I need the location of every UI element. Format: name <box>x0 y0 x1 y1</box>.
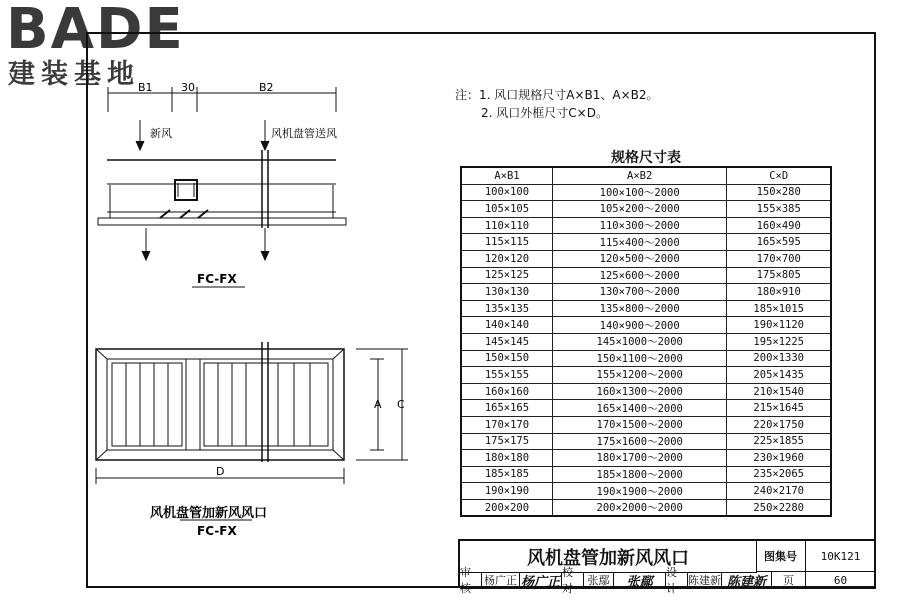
fresh-air-label: 新风 <box>150 127 172 140</box>
table-row <box>461 350 831 367</box>
table-cell: 130×700～2000 <box>552 284 727 301</box>
table-cell: 170×1500～2000 <box>552 416 727 433</box>
dim-b1-label: B1 <box>138 81 153 94</box>
table-cell: 145×1000～2000 <box>552 333 727 350</box>
outer-frame <box>96 349 344 460</box>
checker-signature: 张鄢 <box>614 572 666 589</box>
table-row <box>461 433 831 450</box>
table-row <box>461 333 831 350</box>
top-view-label: FC-FX <box>197 272 237 286</box>
table-cell: 155×155 <box>461 367 552 384</box>
table-cell: 160×490 <box>727 217 831 234</box>
table-cell: 150×150 <box>461 350 552 367</box>
table-row <box>461 466 831 483</box>
title-block <box>458 539 876 595</box>
spec-table-header-row <box>461 167 831 184</box>
check-label: 校对 <box>562 572 584 589</box>
table-cell: 250×2280 <box>727 499 831 516</box>
table-row <box>461 383 831 400</box>
table-row <box>461 300 831 317</box>
table-cell: 170×700 <box>727 250 831 267</box>
table-row <box>461 400 831 417</box>
table-cell: 115×400～2000 <box>552 234 727 251</box>
table-cell: 190×1900～2000 <box>552 483 727 500</box>
table-row <box>461 317 831 334</box>
spec-table-body <box>461 184 831 516</box>
table-cell: 235×2065 <box>727 466 831 483</box>
table-cell: 230×1960 <box>727 450 831 467</box>
table-row <box>461 416 831 433</box>
table-cell: 160×1300～2000 <box>552 383 727 400</box>
table-cell: 220×1750 <box>727 416 831 433</box>
table-row <box>461 483 831 500</box>
table-row <box>461 217 831 234</box>
table-cell: 205×1435 <box>727 367 831 384</box>
designer-signature: 陈建新 <box>722 572 772 589</box>
table-cell: 120×120 <box>461 250 552 267</box>
table-cell: 175×1600～2000 <box>552 433 727 450</box>
table-cell: 215×1645 <box>727 400 831 417</box>
table-cell: 100×100 <box>461 184 552 201</box>
dim-c-label: C <box>397 398 405 411</box>
table-cell: 225×1855 <box>727 433 831 450</box>
atlas-number: 10K121 <box>806 541 876 572</box>
front-view-caption: 风机盘管加新风风口 <box>150 506 268 521</box>
table-row <box>461 284 831 301</box>
table-row <box>461 267 831 284</box>
table-row <box>461 367 831 384</box>
table-row <box>461 250 831 267</box>
table-cell: 105×200～2000 <box>552 201 727 218</box>
page-label: 页 <box>772 572 806 589</box>
table-cell: 200×2000～2000 <box>552 499 727 516</box>
page-number: 60 <box>806 572 876 589</box>
table-cell: 135×800～2000 <box>552 300 727 317</box>
dim-30-label: 30 <box>181 81 195 94</box>
table-cell: 190×1120 <box>727 317 831 334</box>
table-row <box>461 450 831 467</box>
brand-logo-subtitle: 建装基地 <box>8 59 140 90</box>
brand-logo: BADE <box>6 0 185 62</box>
table-cell: 100×100～2000 <box>552 184 727 201</box>
table-cell: 110×300～2000 <box>552 217 727 234</box>
front-view-code: FC-FX <box>197 524 237 538</box>
table-cell: 210×1540 <box>727 383 831 400</box>
dim-d-label: D <box>216 465 225 478</box>
table-cell: 195×1225 <box>727 333 831 350</box>
table-row <box>461 499 831 516</box>
note-2: 2. 风口外框尺寸C×D。 <box>481 106 608 120</box>
reviewer-signature: 杨广正 <box>520 572 562 589</box>
spec-table <box>460 166 832 517</box>
table-cell: 180×910 <box>727 284 831 301</box>
notes-prefix: 注： <box>455 88 480 102</box>
table-cell: 165×1400～2000 <box>552 400 727 417</box>
table-cell: 160×160 <box>461 383 552 400</box>
table-cell: 180×1700～2000 <box>552 450 727 467</box>
dim-a-label: A <box>374 398 382 411</box>
table-cell: 140×900～2000 <box>552 317 727 334</box>
table-cell: 185×1015 <box>727 300 831 317</box>
design-label: 设计 <box>666 572 688 589</box>
table-cell: 180×180 <box>461 450 552 467</box>
table-cell: 155×1200～2000 <box>552 367 727 384</box>
designer-name: 陈建新 <box>688 574 721 587</box>
inner-frame <box>107 359 333 450</box>
fan-coil-air-label: 风机盘管送风 <box>271 127 337 140</box>
table-cell: 200×200 <box>461 499 552 516</box>
table-cell: 190×190 <box>461 483 552 500</box>
table-cell: 185×185 <box>461 466 552 483</box>
table-cell: 175×175 <box>461 433 552 450</box>
table-cell: 125×125 <box>461 267 552 284</box>
table-cell: 240×2170 <box>727 483 831 500</box>
table-cell: 125×600～2000 <box>552 267 727 284</box>
table-cell: 140×140 <box>461 317 552 334</box>
table-cell: 150×1100～2000 <box>552 350 727 367</box>
table-cell: 110×110 <box>461 217 552 234</box>
spec-table-title: 规格尺寸表 <box>611 150 681 166</box>
review-label: 审核 <box>460 572 482 589</box>
table-cell: 170×170 <box>461 416 552 433</box>
table-cell: 120×500～2000 <box>552 250 727 267</box>
table-row <box>461 184 831 201</box>
atlas-label: 图集号 <box>756 541 806 572</box>
col-header-axb2: A×B2 <box>552 167 727 184</box>
col-header-cxd: C×D <box>727 167 831 184</box>
table-cell: 150×280 <box>727 184 831 201</box>
dim-b2-label: B2 <box>259 81 274 94</box>
table-cell: 165×165 <box>461 400 552 417</box>
drawing-title: 风机盘管加新风风口 <box>460 541 757 573</box>
table-cell: 105×105 <box>461 201 552 218</box>
checker-name: 张鄢 <box>584 572 614 589</box>
table-cell: 165×595 <box>727 234 831 251</box>
reviewer-name: 杨广正 <box>482 572 520 589</box>
table-cell: 130×130 <box>461 284 552 301</box>
table-cell: 200×1330 <box>727 350 831 367</box>
table-row <box>461 234 831 251</box>
table-cell: 185×1800～2000 <box>552 466 727 483</box>
table-cell: 155×385 <box>727 201 831 218</box>
table-row <box>461 201 831 218</box>
table-cell: 115×115 <box>461 234 552 251</box>
table-cell: 175×805 <box>727 267 831 284</box>
note-1: 1. 风口规格尺寸A×B1、A×B2。 <box>479 88 659 102</box>
col-header-axb1: A×B1 <box>461 167 552 184</box>
table-cell: 135×135 <box>461 300 552 317</box>
table-cell: 145×145 <box>461 333 552 350</box>
